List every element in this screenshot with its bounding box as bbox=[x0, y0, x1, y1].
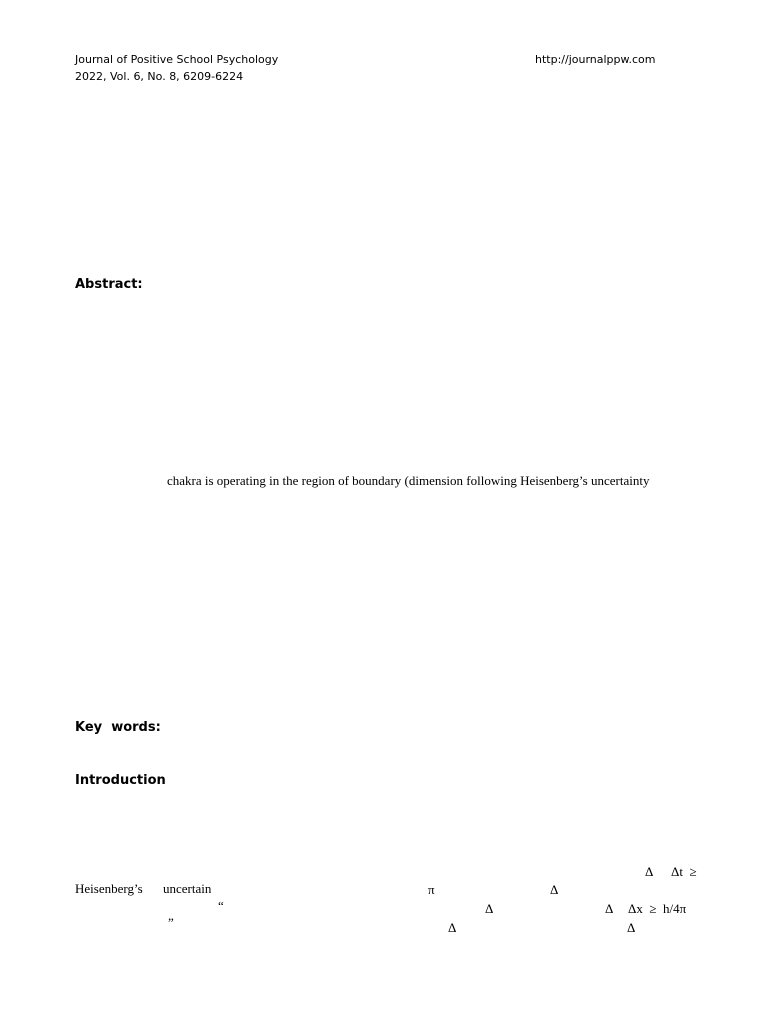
keywords-heading: Key words: bbox=[75, 720, 161, 735]
intro-delta-symbol: Δ bbox=[448, 920, 457, 935]
intro-open-quote: “ bbox=[218, 898, 224, 913]
abstract-heading: Abstract: bbox=[75, 277, 143, 292]
journal-name: Journal of Positive School Psychology bbox=[75, 53, 279, 66]
intro-delta-t-inequality: Δt ≥ bbox=[671, 864, 697, 879]
journal-url[interactable]: http://journalppw.com bbox=[535, 53, 656, 66]
intro-close-quote: ” bbox=[168, 915, 174, 930]
abstract-text-fragment: chakra is operating in the region of boundary (dimension following Heisenberg’s uncertainty bbox=[167, 473, 650, 488]
intro-delta-symbol: Δ bbox=[605, 901, 614, 916]
intro-delta-symbol: Δ bbox=[550, 882, 559, 897]
introduction-heading: Introduction bbox=[75, 773, 166, 788]
intro-heisenberg-word: Heisenberg’s bbox=[75, 881, 143, 896]
intro-delta-symbol: Δ bbox=[645, 864, 654, 879]
intro-delta-symbol: Δ bbox=[485, 901, 494, 916]
intro-uncertain-word: uncertain bbox=[163, 881, 212, 896]
intro-pi-symbol: π bbox=[428, 882, 435, 897]
intro-delta-symbol: Δ bbox=[627, 920, 636, 935]
journal-citation: 2022, Vol. 6, No. 8, 6209-6224 bbox=[75, 70, 244, 83]
intro-delta-x-inequality: Δx ≥ h/4π bbox=[628, 901, 687, 916]
